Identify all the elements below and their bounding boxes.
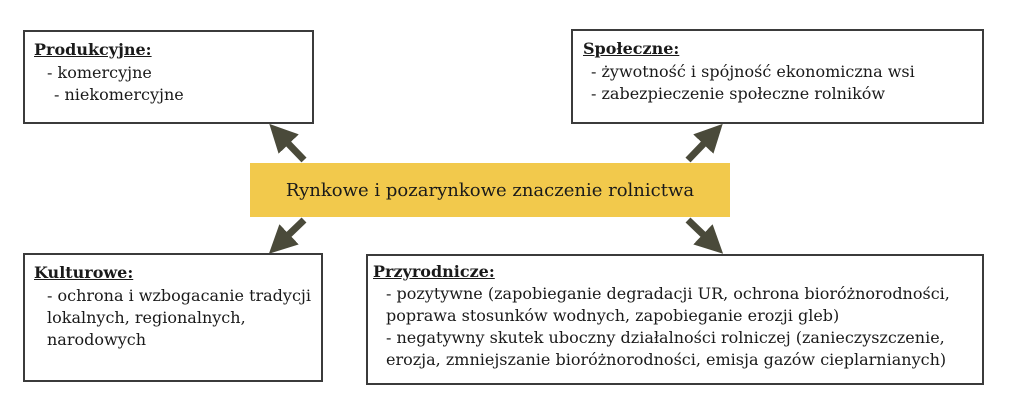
box-spoleczne-title: Społeczne: [583, 39, 680, 58]
box-kulturowe-line: narodowych [47, 330, 146, 349]
arrow-to-spoleczne [688, 134, 713, 160]
box-kulturowe-line: lokalnych, regionalnych, [47, 308, 246, 327]
box-przyrodnicze-line: poprawa stosunków wodnych, zapobieganie erozji gleb) [386, 306, 840, 325]
arrow-to-produkcyjne [279, 134, 304, 160]
box-przyrodnicze-title: Przyrodnicze: [373, 262, 495, 281]
box-przyrodnicze [366, 254, 984, 385]
box-kulturowe [23, 253, 323, 382]
box-kulturowe-line: - ochrona i wzbogacanie tradycji [47, 286, 311, 305]
box-produkcyjne-title: Produkcyjne: [34, 40, 152, 59]
box-spoleczne-line: - zabezpieczenie społeczne rolników [591, 84, 886, 103]
box-przyrodnicze-line: - pozytywne (zapobieganie degradacji UR, ochrona bioróżnorodności, [386, 284, 950, 303]
central-topic-label: Rynkowe i pozarynkowe znaczenie rolnictwa [285, 179, 695, 201]
box-przyrodnicze-line: - negatywny skutek uboczny działalności rolniczej (zanieczyszczenie, [386, 328, 945, 347]
central-topic [250, 163, 730, 217]
box-produkcyjne-line: - komercyjne [47, 63, 152, 82]
box-kulturowe-title: Kulturowe: [34, 263, 134, 282]
box-produkcyjne [23, 30, 314, 124]
box-przyrodnicze-line: erozja, zmniejszanie bioróżnorodności, emisja gazów cieplarnianych) [386, 350, 947, 369]
box-spoleczne-line: - żywotność i spójność ekonomiczna wsi [591, 62, 915, 81]
box-produkcyjne-line: - niekomercyjne [54, 85, 184, 104]
arrow-to-kulturowe [279, 220, 304, 244]
box-spoleczne [571, 29, 984, 124]
arrow-to-przyrodnicze [688, 220, 713, 244]
